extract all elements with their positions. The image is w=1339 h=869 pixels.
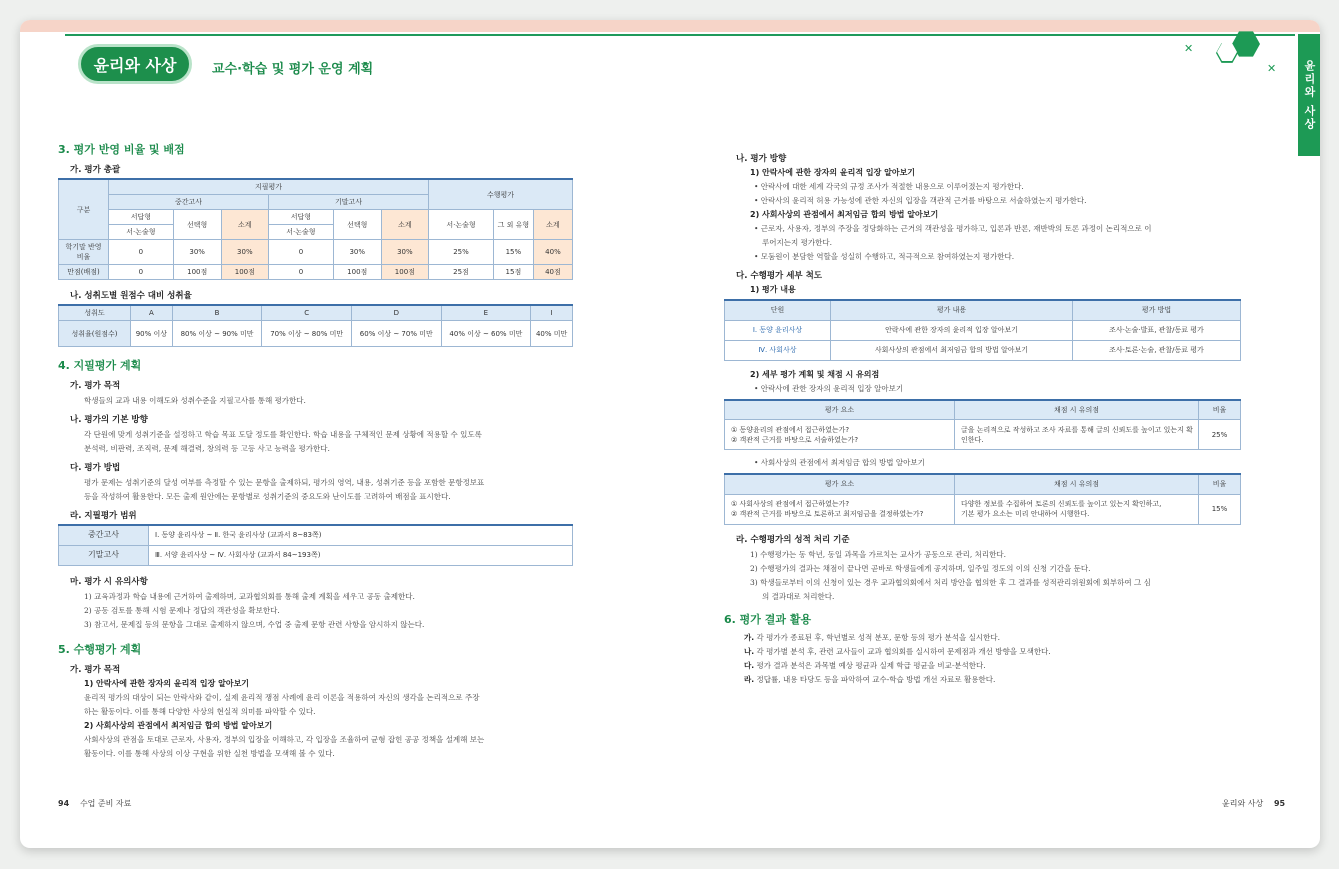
item-text: 각 평가가 종료된 후, 학년별로 성적 분포, 문항 등의 평가 분석을 실시한다. bbox=[754, 632, 1000, 642]
achievement-table bbox=[58, 304, 573, 347]
note-line: 기본 평가 요소는 미리 안내하여 시행한다. bbox=[961, 510, 1090, 518]
table-cell: 학기말 반영 비율 bbox=[59, 240, 109, 265]
paragraph: 평가 문제는 성취기준의 달성 여부를 측정할 수 있는 문항을 출제하되, 평가의 영역, 내용, 성취기준 등을 포함한 문항정보표 bbox=[84, 478, 485, 487]
bullet-item: • 안락사에 관한 장자의 윤리적 입장 알아보기 bbox=[754, 383, 904, 393]
note-line: 다양한 정보를 수집하여 토론의 신뢰도를 높이고 있는지 확인하고, bbox=[961, 500, 1162, 508]
bullet-item: • 안락사에 대한 세계 각국의 규정 조사가 적절한 내용으로 이루어졌는지 평가한다. bbox=[754, 182, 1024, 191]
table-cell: D bbox=[351, 305, 441, 321]
table-cell: 40% bbox=[533, 240, 572, 265]
list-item bbox=[744, 659, 1241, 672]
item-title: 1) 평가 내용 bbox=[750, 285, 796, 294]
table-cell: 80% 이상 ~ 90% 미만 bbox=[172, 321, 262, 347]
bullet-item: • 모둠원이 분담한 역할을 성실히 수행하고, 적극적으로 참여하였는지 평가한다. bbox=[754, 252, 1015, 261]
table-cell: 평가 요소 bbox=[725, 474, 955, 494]
subsection-title: 마. 평가 시 유의사항 bbox=[70, 576, 148, 587]
paragraph: 각 단원에 맞게 성취기준을 설정하고 학습 목표 도달 정도를 확인한다. 학습 내용을 구체적인 문제 상황에 적용할 수 있도록 bbox=[84, 430, 482, 439]
paragraph: 사회사상의 관점을 토대로 근로자, 사용자, 정부의 입장을 이해하고, 각 입장을 조율하여 균형 잡힌 공공 정책을 설계해 보는 bbox=[84, 734, 485, 744]
table-cell: 안락사에 관한 장자의 윤리적 입장 알아보기 bbox=[831, 320, 1073, 340]
subsection-title: 라. 지필평가 범위 bbox=[70, 511, 137, 521]
left-page bbox=[58, 133, 573, 761]
table-cell: 선택형 bbox=[173, 210, 221, 240]
bullet-item: • 사회사상의 관점에서 최저임금 합의 방법 알아보기 bbox=[754, 458, 925, 467]
bullet-item: 루어지는지 평가한다. bbox=[762, 238, 832, 247]
table-cell: 25점 bbox=[429, 265, 494, 280]
table-cell: 30% bbox=[381, 240, 428, 265]
table-cell: 100점 bbox=[333, 265, 381, 280]
table-cell: 100점 bbox=[221, 265, 268, 280]
subsection-title: 라. 수행평가의 성적 처리 기준 bbox=[736, 534, 850, 545]
table-cell bbox=[725, 420, 955, 450]
paragraph: 학생들의 교과 내용 이해도와 성취수준을 지필고사를 통해 평가한다. bbox=[84, 396, 306, 405]
evaluation-summary-table bbox=[58, 178, 573, 280]
table-cell: 15% bbox=[493, 240, 533, 265]
subsection-title: 다. 수행평가 세부 척도 bbox=[736, 271, 823, 281]
table-cell: 글을 논리적으로 작성하고 조사 자료를 통해 글의 신뢰도를 높이고 있는지 확인한다. bbox=[955, 420, 1199, 450]
criteria-line: ① 사회사상의 관점에서 접근하였는가? bbox=[731, 500, 850, 508]
table-cell: 60% 이상 ~ 70% 미만 bbox=[351, 321, 441, 347]
table-cell: Ⅲ. 서양 윤리사상 ~ Ⅳ. 사회사상 (교과서 84~193쪽) bbox=[149, 545, 573, 565]
side-tab: 윤리와 사상 bbox=[1298, 34, 1320, 156]
table-cell bbox=[955, 494, 1199, 524]
item-marker: 나. bbox=[744, 646, 755, 656]
table-cell: 조사·토론·논술, 관찰/동료 평가 bbox=[1073, 340, 1241, 360]
item-title: 2) 사회사상의 관점에서 최저임금 합의 방법 알아보기 bbox=[84, 720, 273, 730]
table-cell: 15점 bbox=[493, 265, 533, 280]
table-cell: 비율 bbox=[1199, 400, 1241, 420]
paragraph: 분석력, 비판력, 조직력, 문제 해결력, 창의력 등 고등 사고 능력을 평가한다. bbox=[84, 444, 330, 453]
table-cell: 소계 bbox=[381, 210, 428, 240]
table-cell: 성취도 bbox=[59, 305, 131, 321]
bullet-item: • 안락사의 윤리적 허용 가능성에 관한 자신의 입장을 객관적 근거를 바탕으로 서술하였는지 평가한다. bbox=[754, 196, 1087, 205]
table-cell: 성취율(원점수) bbox=[59, 321, 131, 347]
table-cell: 0 bbox=[109, 265, 174, 280]
paragraph: 하는 활동이다. 이를 통해 다양한 사상의 현실적 의미를 파악할 수 있다. bbox=[84, 706, 316, 716]
table-cell: 소계 bbox=[221, 210, 268, 240]
paragraph: 등을 작성하여 활용한다. 모든 출제 원안에는 문항별로 성취기준의 중요도와 난이도를 고려하여 배점을 표시한다. bbox=[84, 492, 451, 501]
table-cell: 기말고사 bbox=[59, 545, 149, 565]
table-cell: 30% bbox=[173, 240, 221, 265]
table-cell: I bbox=[531, 305, 573, 321]
table-cell: 평가 요소 bbox=[725, 400, 955, 420]
table-cell: B bbox=[172, 305, 262, 321]
table-cell: E bbox=[441, 305, 531, 321]
table-cell: 평가 방법 bbox=[1073, 300, 1241, 320]
page-number: 95 bbox=[1273, 799, 1286, 808]
item-text: 각 평가별 분석 후, 관련 교사들이 교과 협의회를 실시하여 문제점과 개선 방향을 모색한다. bbox=[754, 646, 1051, 656]
subsection-title: 나. 성취도별 원점수 대비 성취율 bbox=[70, 291, 192, 301]
table-cell: 만점(배점) bbox=[59, 265, 109, 280]
list-item: 2) 수행평가의 결과는 채점이 끝나면 곧바로 학생들에게 공지하며, 일주일 정도의 이의 신청 기간을 둔다. bbox=[750, 563, 1091, 573]
item-text: 정답률, 내용 타당도 등을 파악하여 교수-학습 방법 개선 자료로 활용한다. bbox=[754, 674, 996, 684]
list-item: 3) 학생들로부터 이의 신청이 있는 경우 교과협의회에서 처리 방안을 협의한 후 그 결과를 성적관리위원회에 회부하여 그 심 bbox=[750, 577, 1151, 587]
table-cell: 15% bbox=[1199, 494, 1241, 524]
item-title: 1) 안락사에 관한 장자의 윤리적 입장 알아보기 bbox=[84, 678, 250, 688]
subsection-title: 가. 평가 목적 bbox=[70, 381, 121, 391]
table-cell: 40% 이상 ~ 60% 미만 bbox=[441, 321, 531, 347]
table-cell: 중간고사 bbox=[59, 525, 149, 545]
table-cell: 0 bbox=[269, 240, 334, 265]
table-cell-top: 서답형 bbox=[269, 210, 333, 225]
table-cell: 중간고사 bbox=[109, 195, 269, 210]
footer-left bbox=[58, 798, 131, 809]
top-rule bbox=[65, 34, 1295, 36]
table-cell: 0 bbox=[269, 265, 334, 280]
subsection-title: 나. 평가 방향 bbox=[736, 154, 787, 164]
item-marker: 가. bbox=[744, 632, 755, 642]
table-cell: 구분 bbox=[59, 179, 109, 240]
item-title: 2) 사회사상의 관점에서 최저임금 합의 방법 알아보기 bbox=[750, 210, 939, 219]
table-cell: 지필평가 bbox=[109, 179, 429, 195]
table-cell: 0 bbox=[109, 240, 174, 265]
table-cell: 90% 이상 bbox=[131, 321, 173, 347]
list-item bbox=[744, 631, 1241, 644]
table-cell: 30% bbox=[221, 240, 268, 265]
table-cell: C bbox=[262, 305, 352, 321]
section-title: 4. 지필평가 계획 bbox=[58, 359, 142, 372]
table-cell: 기말고사 bbox=[269, 195, 429, 210]
table-cell bbox=[725, 494, 955, 524]
footer-label: 수업 준비 자료 bbox=[79, 799, 132, 808]
exam-range-table bbox=[58, 524, 573, 566]
item-title: 1) 안락사에 관한 장자의 윤리적 입장 알아보기 bbox=[750, 168, 916, 177]
table-cell: Ⅳ. 사회사상 bbox=[725, 340, 831, 360]
table-cell: 사회사상의 관점에서 최저임금 합의 방법 알아보기 bbox=[831, 340, 1073, 360]
evaluation-content-table bbox=[724, 299, 1241, 361]
sparkle-icon: ✕ bbox=[1184, 42, 1194, 55]
sparkle-icon: ✕ bbox=[1267, 62, 1277, 75]
table-cell: Ⅰ. 동양 윤리사상 ~ Ⅱ. 한국 윤리사상 (교과서 8~83쪽) bbox=[149, 525, 573, 545]
chapter-title: 윤리와 사상 bbox=[78, 44, 192, 84]
subsection-title: 다. 평가 방법 bbox=[70, 463, 121, 473]
table-cell: 채점 시 유의점 bbox=[955, 400, 1199, 420]
section-title: 5. 수행평가 계획 bbox=[58, 642, 142, 656]
scoring-table-1 bbox=[724, 399, 1241, 451]
table-cell-top: 서답형 bbox=[109, 210, 173, 225]
paragraph: 윤리적 평가의 대상이 되는 안락사와 같이, 실제 윤리적 쟁점 사례에 윤리 이론을 적용하여 자신의 생각을 논리적으로 주장 bbox=[84, 692, 480, 702]
item-text: 평가 결과 분석은 과목별 예상 평균과 실제 학급 평균을 비교·분석한다. bbox=[754, 660, 986, 670]
item-marker: 다. bbox=[744, 660, 755, 670]
subsection-title: 가. 평가 목적 bbox=[70, 664, 121, 675]
list-item bbox=[744, 645, 1241, 658]
top-band bbox=[20, 20, 1320, 32]
paragraph: 활동이다. 이를 통해 사상의 이상 구현을 위한 실천 방법을 모색해 볼 수 있다. bbox=[84, 748, 335, 758]
table-cell-bottom: 서·논술형 bbox=[286, 228, 316, 236]
table-cell: A bbox=[131, 305, 173, 321]
table-cell: Ⅰ. 동양 윤리사상 bbox=[725, 320, 831, 340]
footer-right bbox=[1222, 798, 1285, 809]
list-item: 1) 교육과정과 학습 내용에 근거하여 출제하며, 교과협의회를 통해 출제 계획을 세우고 공동 출제한다. bbox=[84, 591, 415, 601]
table-cell: 조사·논술·발표, 관찰/동료 평가 bbox=[1073, 320, 1241, 340]
table-cell bbox=[269, 210, 334, 240]
list-item: 2) 공동 검토를 통해 시험 문제나 정답의 객관성을 확보한다. bbox=[84, 605, 280, 615]
table-cell: 단원 bbox=[725, 300, 831, 320]
table-cell: 25% bbox=[429, 240, 494, 265]
table-cell: 40% 미만 bbox=[531, 321, 573, 347]
criteria-line: ② 객관적 근거를 바탕으로 서술하였는가? bbox=[731, 435, 859, 444]
table-cell bbox=[109, 210, 174, 240]
table-cell-bottom: 서·논술형 bbox=[126, 228, 156, 236]
section-title: 3. 평가 반영 비율 및 배점 bbox=[58, 143, 185, 156]
subsection-title: 나. 평가의 기본 방향 bbox=[70, 415, 148, 425]
table-cell: 채점 시 유의점 bbox=[955, 474, 1199, 494]
list-item: 3) 참고서, 문제집 등의 문항을 그대로 출제하지 않으며, 수업 중 출제 문항 관련 사항을 암시하지 않는다. bbox=[84, 619, 425, 629]
list-item: 의 결과대로 처리한다. bbox=[762, 591, 835, 601]
criteria-line: ② 객관적 근거를 바탕으로 토론하고 최저임금을 결정하였는가? bbox=[731, 510, 924, 518]
item-title: 2) 세부 평가 계획 및 채점 시 유의점 bbox=[750, 369, 880, 379]
table-cell: 70% 이상 ~ 80% 미만 bbox=[262, 321, 352, 347]
table-cell: 비율 bbox=[1199, 474, 1241, 494]
list-item: 1) 수행평가는 동 학년, 동일 과목을 가르치는 교사가 공동으로 관리, 처리한다. bbox=[750, 549, 1007, 559]
table-cell: 소계 bbox=[533, 210, 572, 240]
list-item bbox=[744, 673, 1241, 686]
page-number: 94 bbox=[58, 799, 70, 808]
table-cell: 수행평가 bbox=[429, 179, 573, 210]
criteria-line: ① 동양윤리의 관점에서 접근하였는가? bbox=[731, 425, 850, 434]
table-cell: 선택형 bbox=[333, 210, 381, 240]
footer-label: 윤리와 사상 bbox=[1222, 799, 1264, 808]
table-cell: 100점 bbox=[173, 265, 221, 280]
bullet-item: • 근로자, 사용자, 정부의 주장을 정당화하는 근거의 객관성을 평가하고, 입론과 반론, 재반박의 토론 과정이 논리적으로 이 bbox=[754, 224, 1152, 233]
table-cell: 서·논술형 bbox=[429, 210, 494, 240]
section-title: 6. 평가 결과 활용 bbox=[724, 612, 812, 626]
table-cell: 40점 bbox=[533, 265, 572, 280]
table-cell: 100점 bbox=[381, 265, 428, 280]
table-cell: 평가 내용 bbox=[831, 300, 1073, 320]
item-marker: 라. bbox=[744, 674, 755, 684]
right-page bbox=[724, 152, 1241, 687]
table-cell: 그 외 유형 bbox=[493, 210, 533, 240]
subsection-title: 가. 평가 총괄 bbox=[70, 165, 121, 175]
scoring-table-2 bbox=[724, 473, 1241, 525]
table-cell: 30% bbox=[333, 240, 381, 265]
chapter-subtitle: 교수·학습 및 평가 운영 계획 bbox=[212, 62, 374, 77]
table-cell: 25% bbox=[1199, 420, 1241, 450]
